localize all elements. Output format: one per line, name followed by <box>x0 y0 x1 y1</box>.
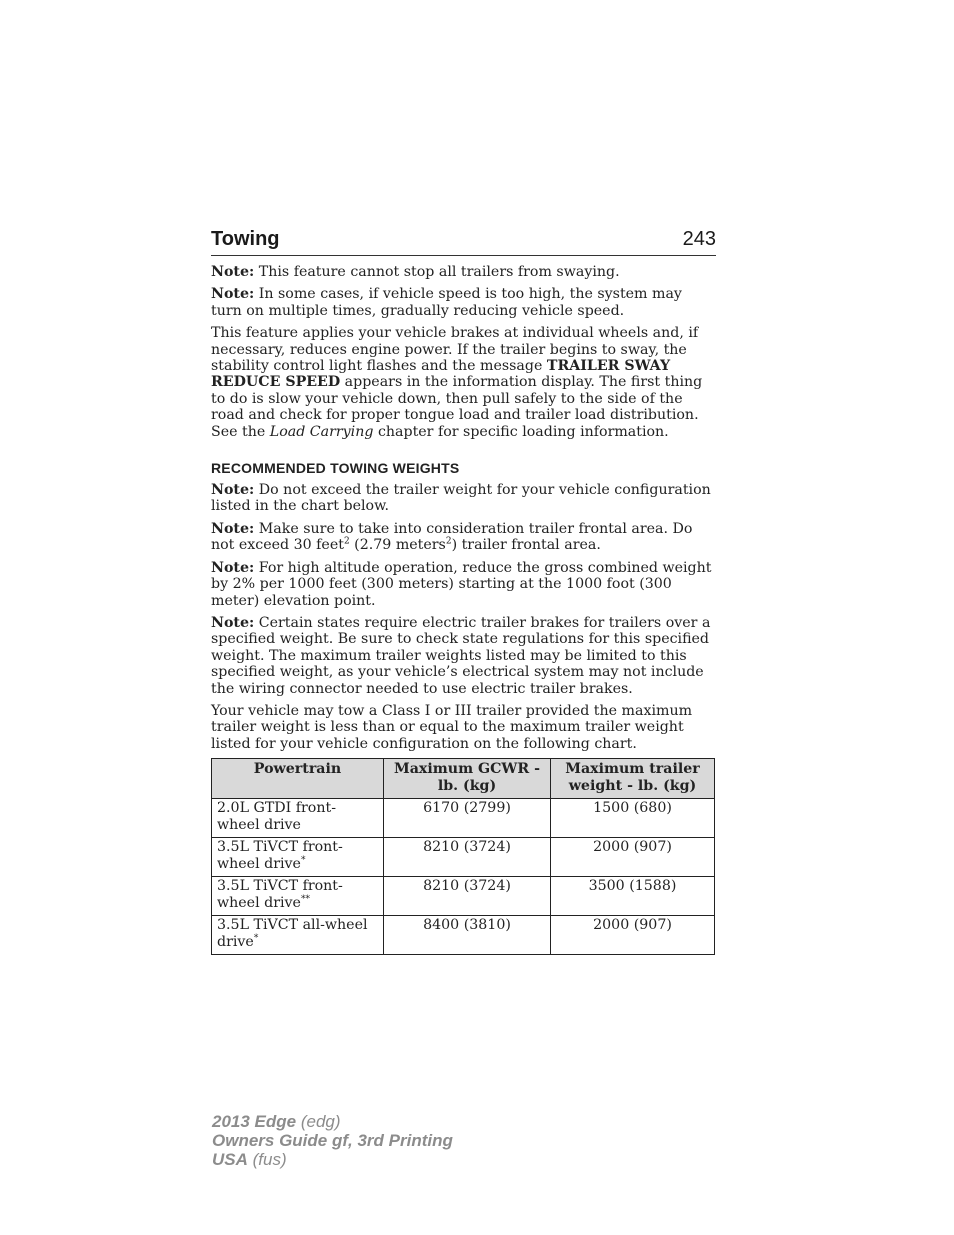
superscript: 2 <box>343 536 350 547</box>
powertrain-text: 3.5L TiVCT front-wheel drive <box>217 839 343 873</box>
note-label: Note: <box>211 614 255 631</box>
footer-model: 2013 Edge <box>212 1112 297 1131</box>
chapter-reference: Load Carrying <box>269 423 374 440</box>
footnote-mark: ** <box>300 894 310 905</box>
note-exceed <box>211 482 716 515</box>
page-content <box>211 228 716 955</box>
trailer-weight-cell: 2000 (907) <box>551 838 715 877</box>
footer-guide-line: Owners Guide gf, 3rd Printing <box>212 1131 453 1150</box>
powertrain-text: 3.5L TiVCT front-wheel drive <box>217 878 343 912</box>
table-row <box>212 877 715 916</box>
note-frontal-area <box>211 521 716 554</box>
table-row <box>212 799 715 838</box>
powertrain-cell <box>212 799 384 838</box>
note-speed <box>211 286 716 319</box>
feature-text-2: appears in the information display. The first thing to do is slow your vehicle down, then pull safely to the side of the road and check for proper tongue load and trailer load distribution. See the <box>211 374 703 440</box>
table-header-row <box>212 759 715 799</box>
trailer-weight-cell: 3500 (1588) <box>551 877 715 916</box>
footer-model-line <box>212 1112 453 1131</box>
table-row <box>212 916 715 955</box>
gcwr-cell: 8400 (3810) <box>384 916 551 955</box>
gcwr-cell: 8210 (3724) <box>384 877 551 916</box>
note-text: In some cases, if vehicle speed is too high, the system may turn on multiple times, gradually reducing vehicle speed. <box>211 286 682 319</box>
note-label: Note: <box>211 520 255 537</box>
powertrain-text: 2.0L GTDI front-wheel drive <box>217 800 336 834</box>
note-label: Note: <box>211 286 255 303</box>
note-text: Certain states require electric trailer brakes for trailers over a specified weight. Be sure to check state regulations for this specified weight. The maximum trailer weights listed may be limited to this specified weight, as your vehicle’s electrical system may not include the wiring connector needed to use electric trailer brakes. <box>211 614 711 697</box>
note-label: Note: <box>211 482 255 499</box>
footer-market-line <box>212 1150 453 1169</box>
powertrain-cell <box>212 838 384 877</box>
note-text: ) trailer frontal area. <box>451 537 601 554</box>
feature-text-3: chapter for specific loading information. <box>373 423 669 440</box>
note-altitude <box>211 560 716 609</box>
class-paragraph: Your vehicle may tow a Class I or III trailer provided the maximum trailer weight is less than or equal to the maximum trailer weight listed for your vehicle configuration on the following chart. <box>211 702 693 752</box>
footer-model-code: (edg) <box>296 1112 341 1131</box>
powertrain-cell <box>212 916 384 955</box>
note-text: For high altitude operation, reduce the gross combined weight by 2% per 1000 feet (300 meters) starting at the 1000 foot (300 meter) elevation point. <box>211 559 712 609</box>
display-message: TRAILER SWAY REDUCE SPEED <box>211 358 671 391</box>
note-label: Note: <box>211 559 255 576</box>
page-header <box>211 228 716 256</box>
header-max-trailer-weight: Maximum trailer weight - lb. (kg) <box>551 759 715 799</box>
note-text: Do not exceed the trailer weight for your vehicle configuration listed in the chart below. <box>211 482 711 515</box>
powertrain-cell <box>212 877 384 916</box>
gcwr-cell: 8210 (3724) <box>384 838 551 877</box>
page-footer <box>212 1112 453 1169</box>
note-text: Make sure to take into consideration trailer frontal area. Do not exceed 30 feet <box>211 520 693 554</box>
powertrain-text: 3.5L TiVCT all-wheel drive <box>217 917 368 951</box>
footnote-mark: * <box>300 855 306 866</box>
footnote-mark: * <box>253 933 259 944</box>
trailer-weight-cell: 2000 (907) <box>551 916 715 955</box>
trailer-weight-cell: 1500 (680) <box>551 799 715 838</box>
towing-weights-table <box>211 758 715 955</box>
section-heading: RECOMMENDED TOWING WEIGHTS <box>211 460 460 477</box>
note-sway <box>211 264 716 280</box>
table-row <box>212 838 715 877</box>
superscript: 2 <box>445 536 452 547</box>
gcwr-cell: 6170 (2799) <box>384 799 551 838</box>
footer-market-code: (fus) <box>247 1150 287 1169</box>
chapter-title: Towing <box>211 228 280 250</box>
footer-market: USA <box>212 1150 248 1169</box>
page-number: 243 <box>682 228 716 250</box>
note-text: This feature cannot stop all trailers from swaying. <box>254 264 620 280</box>
note-electric-brakes <box>211 615 716 697</box>
note-text: (2.79 meters <box>349 537 446 554</box>
header-powertrain: Powertrain <box>212 759 384 799</box>
note-label: Note: <box>211 264 255 280</box>
header-max-gcwr: Maximum GCWR - lb. (kg) <box>384 759 551 799</box>
feature-paragraph <box>211 325 716 440</box>
feature-text-1: This feature applies your vehicle brakes at individual wheels and, if necessary, reduces engine power. If the trailer begins to sway, the stability control light flashes and the message <box>211 325 699 375</box>
